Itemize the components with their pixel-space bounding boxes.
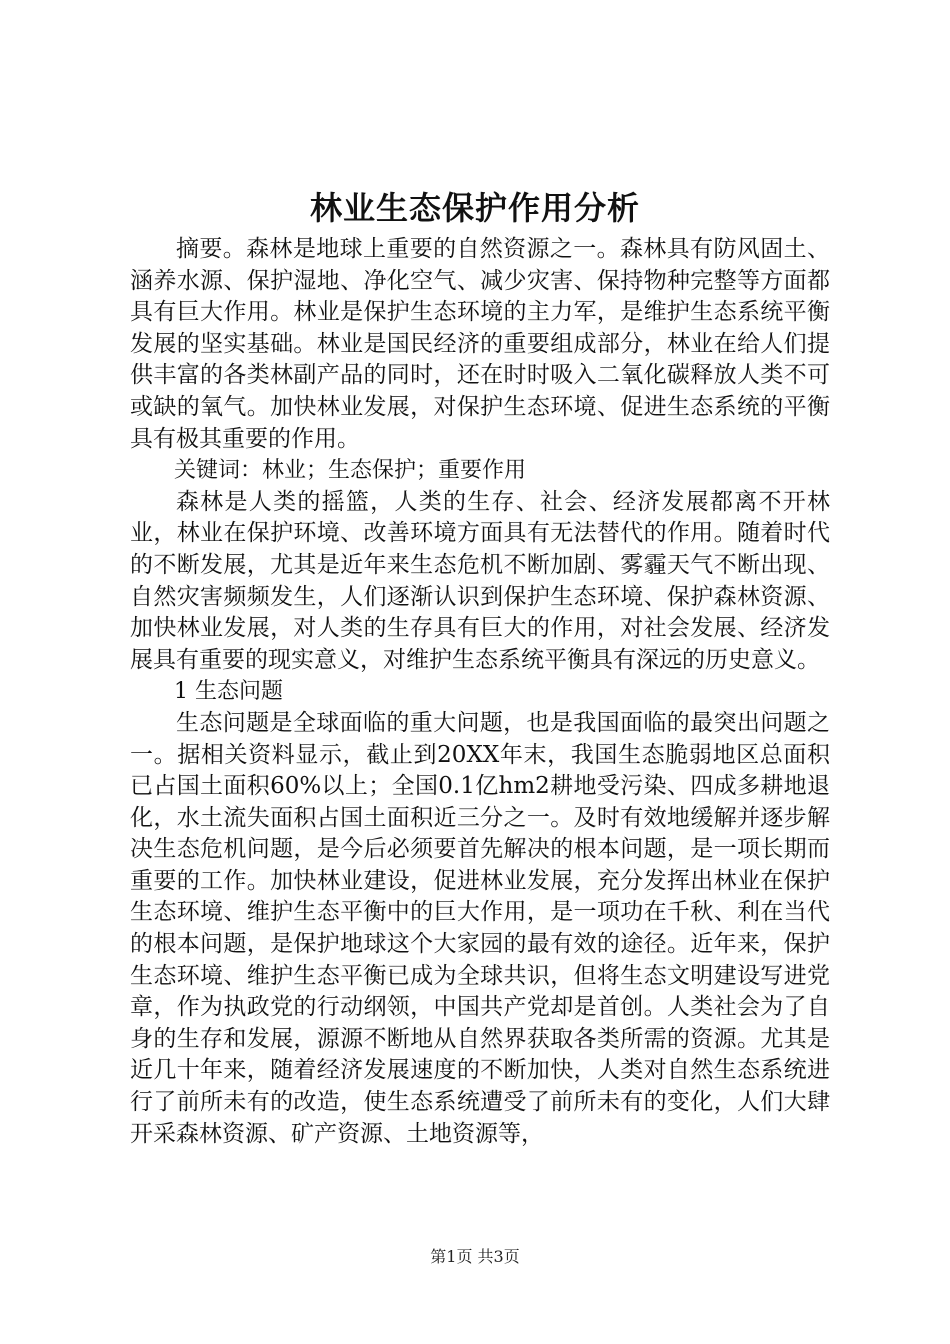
section-heading: 1 生态问题 bbox=[174, 679, 283, 705]
page-footer: 第1页 共3页 bbox=[430, 1247, 520, 1266]
document-body bbox=[130, 234, 830, 1150]
document-title: 林业生态保护作用分析 bbox=[309, 189, 640, 227]
section-paragraph: 生态问题是全球面临的重大问题，也是我国面临的最突出问题之一。据相关资料显示，截止到20XX年末，我国生态脆弱地区总面积已占国土面积60%以上；全国0.1亿hm2耕地受污染、四成多耕地退化，水土流失面积占国土面积近三分之一。及时有效地缓解并逐步解决生态危机问题，是今后必须要首先解决的根本问题，是一项长期而重要的工作。加快林业建设，促进林业发展，充分发挥出林业在保护生态环境、维护生态平衡中的巨大作用，是一项功在千秋、利在当代的根本问题，是保护地球这个大家园的最有效的途径。近年来，保护生态环境、维护生态平衡已成为全球共识，但将生态文明建设写进党章，作为执政党的行动纲领，中国共产党却是首创。人类社会为了自身的生存和发展，源源不断地从自然界获取各类所需的资源。尤其是近几十年来，随着经济发展速度的不断加快，人类对自然生态系统进行了前所未有的改造，使生态系统遭受了前所未有的变化，人们大肆开采森林资源、矿产资源、土地资源等， bbox=[130, 709, 830, 1147]
intro-paragraph: 森林是人类的摇篮，人类的生存、社会、经济发展都离不开林业，林业在保护环境、改善环境方面具有无法替代的作用。随着时代的不断发展，尤其是近年来生态危机不断加剧、雾霾天气不断出现、自然灾害频频发生，人们逐渐认识到保护生态环境、保护森林资源、加快林业发展，对人类的生存具有巨大的作用，对社会发展、经济发展具有重要的现实意义，对维护生态系统平衡具有深远的历史意义。 bbox=[130, 488, 830, 673]
keywords-paragraph: 关键词：林业；生态保护；重要作用 bbox=[174, 458, 527, 484]
abstract-paragraph: 摘要。森林是地球上重要的自然资源之一。森林具有防风固土、涵养水源、保护湿地、净化空气、减少灾害、保持物种完整等方面都具有巨大作用。林业是保护生态环境的主力军，是维护生态系统平衡发展的坚实基础。林业是国民经济的重要组成部分，林业在给人们提供丰富的各类林副产品的同时，还在时时吸入二氧化碳释放人类不可或缺的氧气。加快林业发展，对保护生态环境、促进生态系统的平衡具有极其重要的作用。 bbox=[130, 236, 830, 452]
